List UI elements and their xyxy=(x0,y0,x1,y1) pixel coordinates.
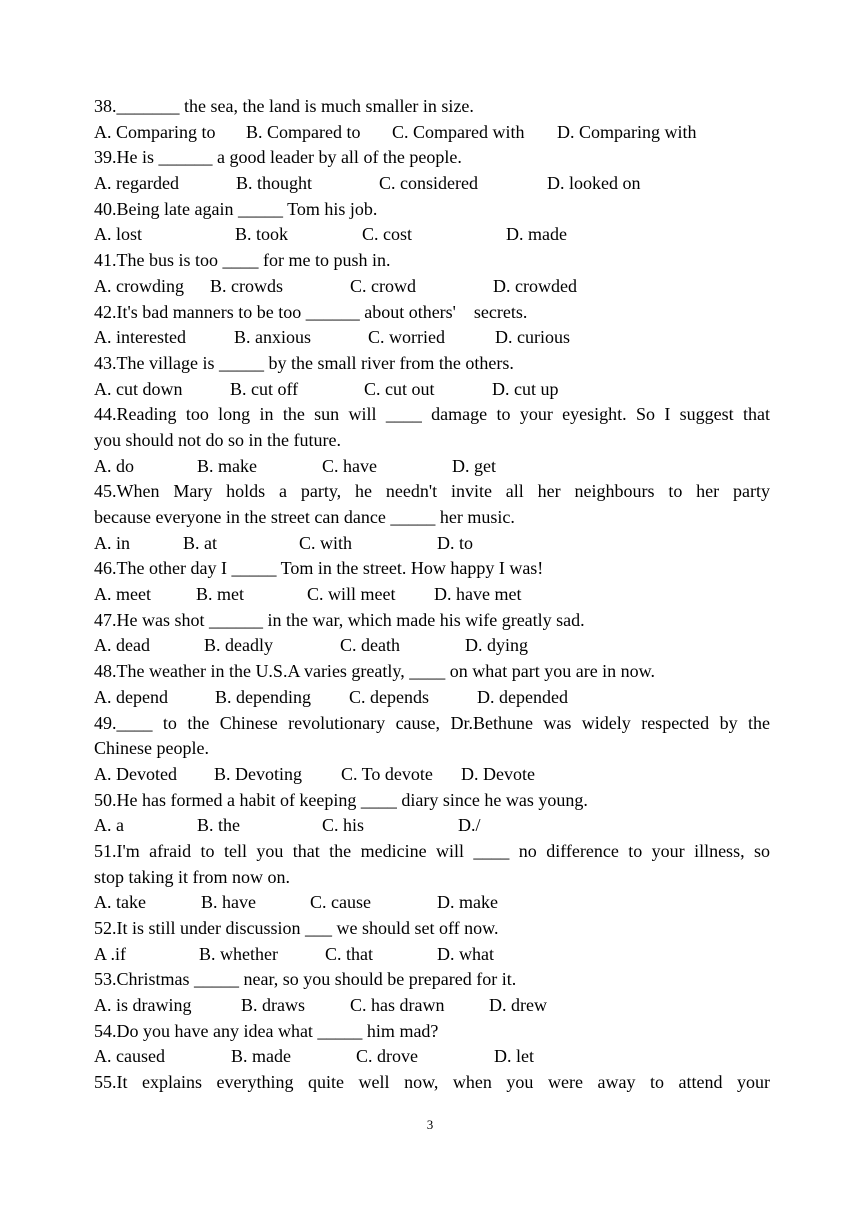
option-c: C. death xyxy=(340,635,400,656)
option-d: D. to xyxy=(437,532,473,553)
option-c: C. To devote xyxy=(341,763,433,784)
option-d: D. get xyxy=(452,455,496,476)
question-54 xyxy=(94,1019,770,1070)
option-a: A. crowding xyxy=(94,275,184,296)
answer-options xyxy=(94,454,770,480)
option-a: A. meet xyxy=(94,584,151,605)
question-stem-line: because everyone in the street can dance _____ her music. xyxy=(94,507,515,527)
question-stem-line: 38._______ the sea, the land is much smaller in size. xyxy=(94,96,474,116)
question-stem-line: 48.The weather in the U.S.A varies greatly, ____ on what part you are in now. xyxy=(94,661,656,682)
option-c: C. depends xyxy=(349,686,429,707)
option-d: D. have met xyxy=(434,584,522,605)
question-stem-line: 52.It is still under discussion ___ we should set off now. xyxy=(94,918,499,938)
option-a: A. interested xyxy=(94,327,186,348)
option-b: B. draws xyxy=(241,995,305,1016)
page-number: 3 xyxy=(426,1117,434,1132)
answer-options xyxy=(94,171,770,197)
option-a: A. take xyxy=(94,892,146,913)
option-a: A. regarded xyxy=(94,173,179,194)
answer-options xyxy=(94,222,770,248)
option-c: C. will meet xyxy=(307,584,396,605)
option-d: D./ xyxy=(458,815,481,836)
option-a: A. depend xyxy=(94,686,168,707)
question-55 xyxy=(94,1070,770,1096)
option-a: A. is drawing xyxy=(94,995,192,1016)
option-c: C. have xyxy=(322,455,377,476)
option-b: B. depending xyxy=(215,686,311,707)
question-53 xyxy=(94,967,770,1018)
option-d: D. what xyxy=(437,943,494,964)
option-c: C. worried xyxy=(368,327,445,348)
option-b: B. make xyxy=(197,455,257,476)
answer-options xyxy=(94,633,770,659)
option-d: D. looked on xyxy=(547,173,641,194)
option-d: D. cut up xyxy=(492,378,559,399)
question-47 xyxy=(94,608,770,659)
question-stem-line: 55.It explains everything quite well now, when you were away to attend your xyxy=(94,1072,770,1093)
answer-options xyxy=(94,274,770,300)
question-stem-line: 43.The village is _____ by the small river from the others. xyxy=(94,352,514,373)
option-b: B. crowds xyxy=(210,275,283,296)
option-c: C. cut out xyxy=(364,378,435,399)
answer-options xyxy=(94,762,770,788)
answer-options xyxy=(94,942,770,968)
answer-options xyxy=(94,120,770,146)
question-42 xyxy=(94,300,770,351)
answer-options xyxy=(94,531,770,557)
question-stem-line: you should not do so in the future. xyxy=(94,429,341,450)
option-c: C. that xyxy=(325,943,373,964)
option-d: D. dying xyxy=(465,635,528,656)
option-a: A. dead xyxy=(94,635,150,656)
option-c: C. cause xyxy=(310,892,371,913)
question-48 xyxy=(94,659,770,710)
option-d: D. drew xyxy=(489,995,547,1016)
option-b: B. deadly xyxy=(204,635,273,656)
option-b: B. whether xyxy=(199,943,278,964)
question-45 xyxy=(94,479,770,556)
question-38 xyxy=(94,94,770,145)
option-b: B. thought xyxy=(236,173,313,194)
option-d: D. depended xyxy=(477,686,568,707)
option-a: A .if xyxy=(94,943,127,964)
question-40 xyxy=(94,197,770,248)
question-stem-line: 53.Christmas _____ near, so you should be prepared for it. xyxy=(94,969,517,990)
option-a: A. lost xyxy=(94,224,143,245)
option-b: B. met xyxy=(196,584,244,605)
option-d: D. crowded xyxy=(493,275,577,296)
question-stem-line: 47.He was shot ______ in the war, which made his wife greatly sad. xyxy=(94,609,585,630)
option-a: A. Devoted xyxy=(94,763,177,784)
question-stem-line: 39.He is ______ a good leader by all of the people. xyxy=(94,147,462,168)
question-stem-line: 51.I'm afraid to tell you that the medicine will ____ no difference to your illness, so xyxy=(94,840,770,861)
option-b: B. cut off xyxy=(230,378,299,399)
question-stem-line: 49.____ to the Chinese revolutionary cause, Dr.Bethune was widely respected by the xyxy=(94,712,770,733)
option-d: D. made xyxy=(506,224,567,245)
option-a: A. a xyxy=(94,815,124,836)
answer-options xyxy=(94,813,770,839)
answer-options xyxy=(94,685,770,711)
question-stem-line: 44.Reading too long in the sun will ____ damage to your eyesight. So I suggest that xyxy=(94,404,770,425)
question-stem-line: 42.It's bad manners to be too ______ about others' secrets. xyxy=(94,301,528,322)
option-d: D. curious xyxy=(495,327,570,348)
question-44 xyxy=(94,402,770,479)
option-b: B. have xyxy=(201,892,256,913)
option-d: D. Devote xyxy=(461,763,535,784)
question-50 xyxy=(94,788,770,839)
option-c: C. considered xyxy=(379,173,478,194)
option-c: C. crowd xyxy=(350,275,416,296)
question-stem-line: Chinese people. xyxy=(94,738,209,759)
option-d: D. make xyxy=(437,892,498,913)
question-41 xyxy=(94,248,770,299)
question-list xyxy=(94,94,770,1096)
question-39 xyxy=(94,145,770,196)
option-b: B. Devoting xyxy=(214,763,302,784)
option-b: B. anxious xyxy=(234,327,312,348)
option-c: C. Compared with xyxy=(392,121,525,142)
answer-options xyxy=(94,890,770,916)
option-c: C. has drawn xyxy=(350,995,445,1016)
answer-options xyxy=(94,325,770,351)
question-51 xyxy=(94,839,770,916)
option-a: A. cut down xyxy=(94,378,183,399)
option-b: B. took xyxy=(235,224,289,245)
question-stem-line: 50.He has formed a habit of keeping ____ diary since he was young. xyxy=(94,789,588,810)
question-46 xyxy=(94,556,770,607)
question-stem-line: 40.Being late again _____ Tom his job. xyxy=(94,198,378,219)
question-49 xyxy=(94,711,770,788)
option-b: B. the xyxy=(197,815,240,836)
question-43 xyxy=(94,351,770,402)
question-stem-line: 46.The other day I _____ Tom in the street. How happy I was! xyxy=(94,558,544,579)
option-b: B. made xyxy=(231,1046,291,1067)
question-stem-line: stop taking it from now on. xyxy=(94,866,290,887)
answer-options xyxy=(94,993,770,1019)
option-c: C. with xyxy=(299,532,353,553)
option-b: B. at xyxy=(183,532,217,553)
option-c: C. cost xyxy=(362,224,413,245)
answer-options xyxy=(94,1044,770,1070)
answer-options xyxy=(94,582,770,608)
option-d: D. Comparing with xyxy=(557,121,697,142)
question-52 xyxy=(94,916,770,967)
question-stem-line: 41.The bus is too ____ for me to push in. xyxy=(94,250,391,271)
option-b: B. Compared to xyxy=(246,121,361,142)
option-d: D. let xyxy=(494,1046,534,1067)
option-a: A. caused xyxy=(94,1046,165,1067)
answer-options xyxy=(94,377,770,403)
option-a: A. Comparing to xyxy=(94,121,216,142)
option-a: A. in xyxy=(94,532,130,553)
option-a: A. do xyxy=(94,455,134,476)
question-stem-line: 45.When Mary holds a party, he needn't invite all her neighbours to her party xyxy=(94,481,770,502)
option-c: C. drove xyxy=(356,1046,418,1067)
option-c: C. his xyxy=(322,815,365,836)
question-stem-line: 54.Do you have any idea what _____ him mad? xyxy=(94,1020,439,1041)
